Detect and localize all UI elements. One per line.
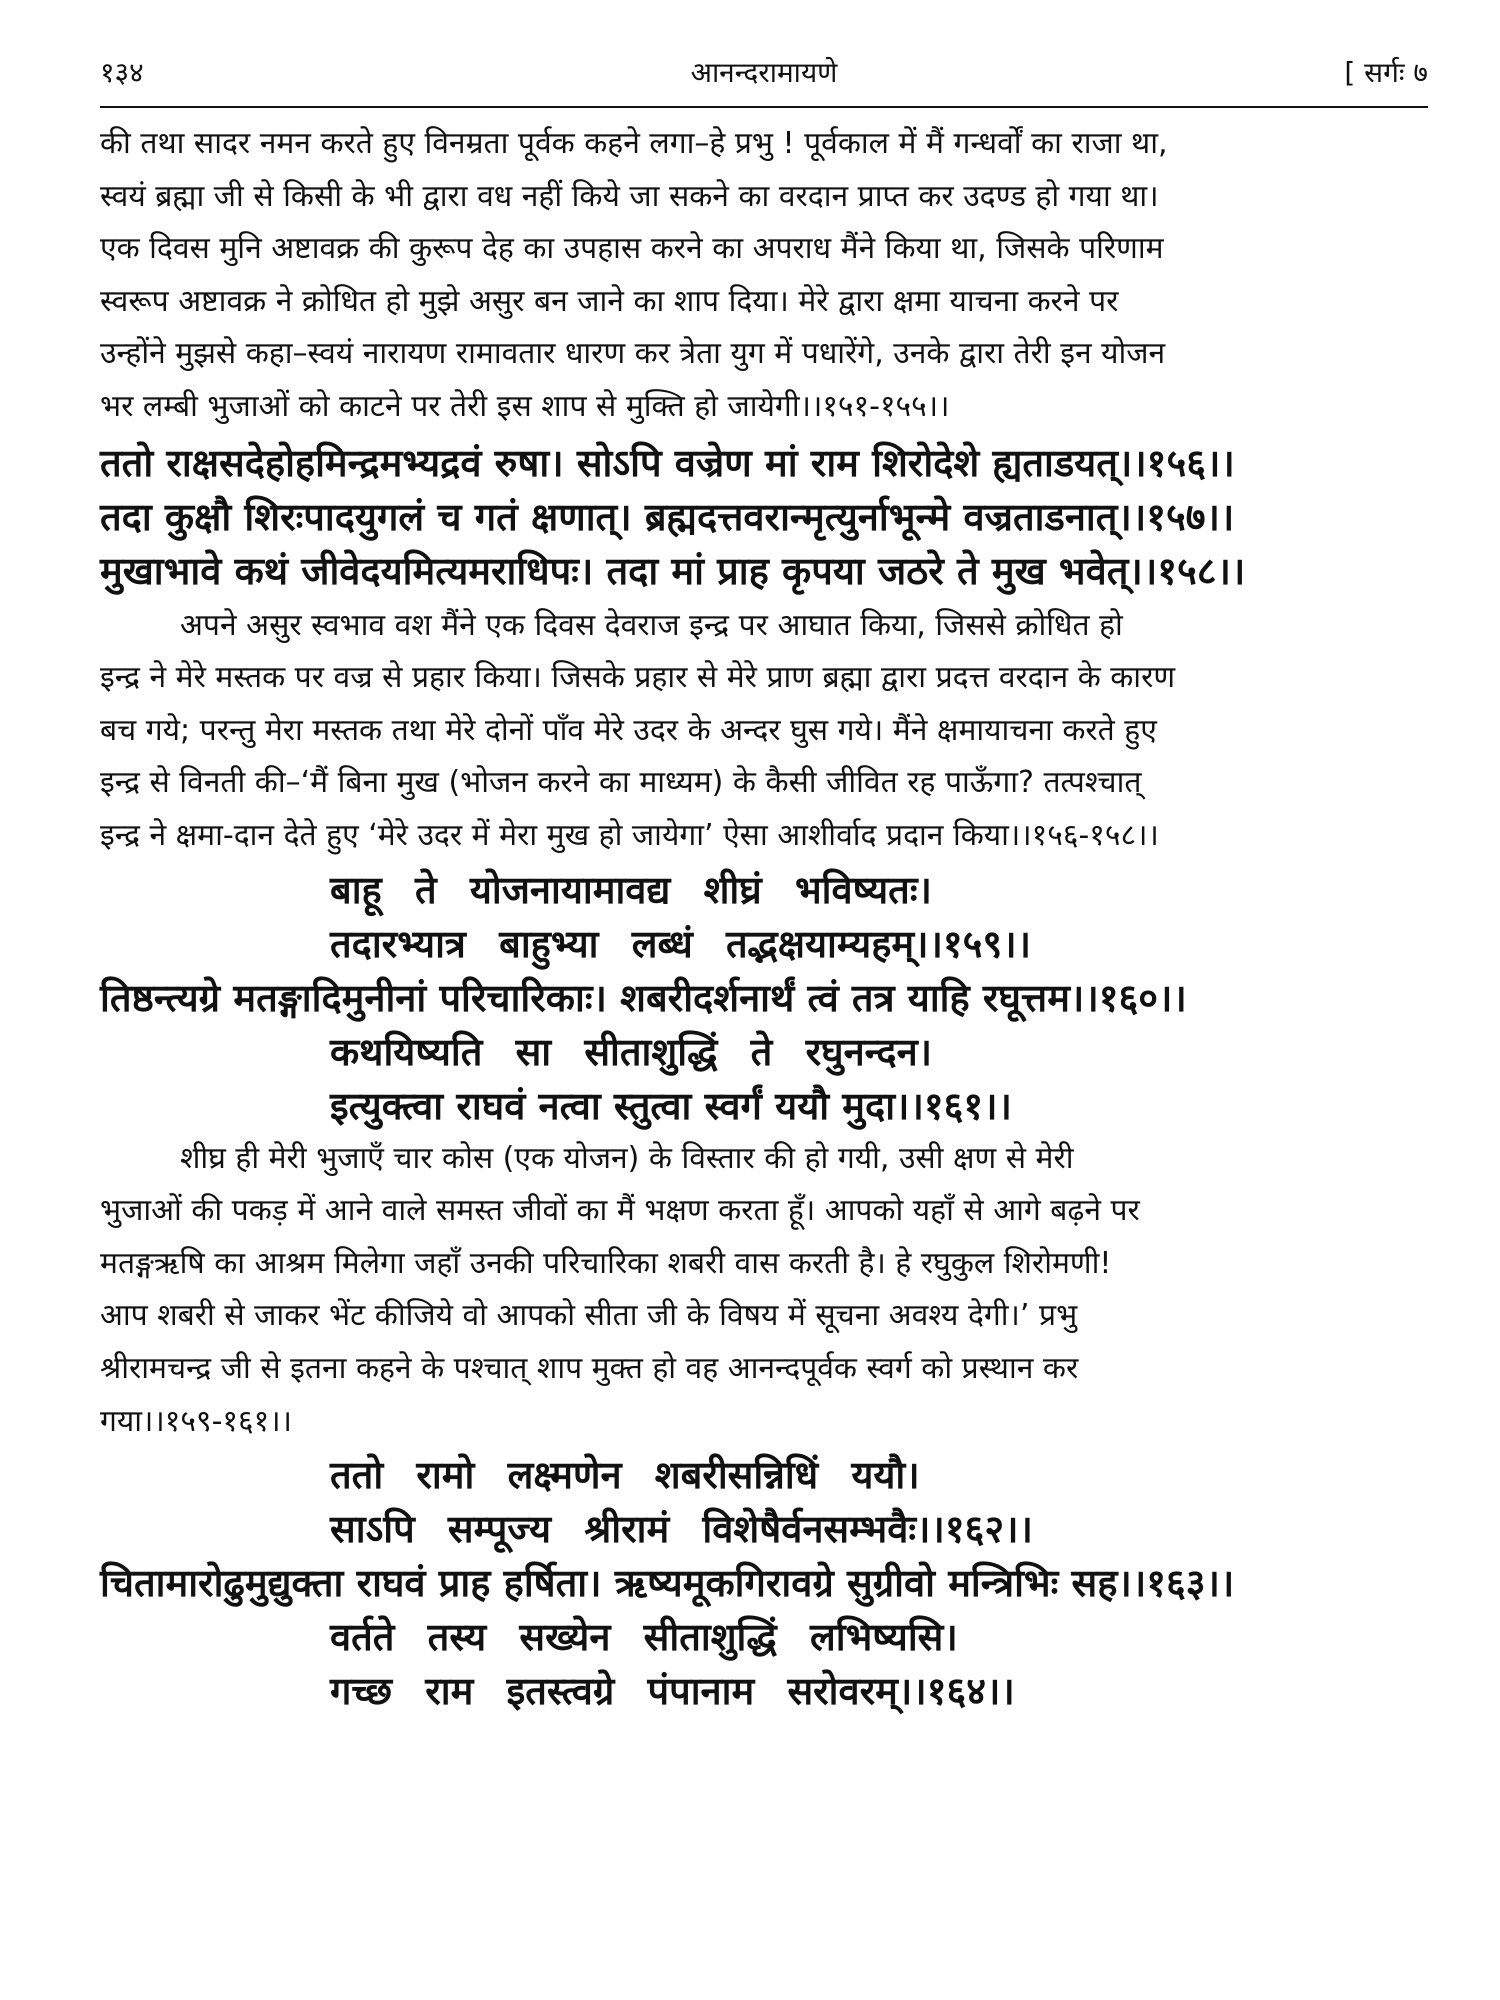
verse-163 xyxy=(100,1556,1428,1610)
verse-162 xyxy=(100,1448,1428,1556)
text-line: स्वरूप अष्टावक्र ने क्रोधित हो मुझे असुर बन जाने का शाप दिया। मेरे द्वारा क्षमा याचना करने पर xyxy=(100,283,1119,319)
text-line: मतङ्गऋषि का आश्रम मिलेगा जहाँ उनकी परिचारिका शबरी वास करती है। हे रघुकुल शिरोमणी! xyxy=(100,1245,1112,1281)
text-line: इन्द्र से विनती की–‘मैं बिना मुख (भोजन करने का माध्यम) के कैसी जीवित रह पाऊँगा? तत्पश्चात् xyxy=(100,765,1142,801)
verse-line: वर्तते तस्य सख्येन सीताशुद्धिं लभिष्यसि। xyxy=(330,1615,958,1660)
verse-line: इत्युक्त्वा राघवं नत्वा स्तुत्वा स्वर्गं ययौ मुदा।।१६१।। xyxy=(330,1083,1012,1128)
text-line: शीघ्र ही मेरी भुजाएँ चार कोस (एक योजन) के विस्तार की हो गयी, उसी क्षण से मेरी xyxy=(180,1140,1074,1176)
text-line: की तथा सादर नमन करते हुए विनम्रता पूर्वक कहने लगा–हे प्रभु ! पूर्वकाल में मैं गन्धर्वों का राजा था, xyxy=(100,126,1168,161)
verse-line: तदा कुक्षौ शिरःपादयुगलं च गतं क्षणात्। ब्रह्मदत्तवरान्मृत्युर्नाभून्मे वज्रताडनात्।।१५७।। xyxy=(100,494,1235,539)
text-line: इन्द्र ने मेरे मस्तक पर वज्र से प्रहार किया। जिसके प्रहार से मेरे प्राण ब्रह्मा द्वारा प्रदत्त वरदान के कारण xyxy=(100,660,1176,696)
verse-line: चितामारोढुमुद्युक्ता राघवं प्राह हर्षिता। ऋष्यमूकगिरावग्रे सुग्रीवो मन्त्रिभिः सह।।१६३।। xyxy=(100,1561,1235,1606)
verse-line: ततो राक्षसदेहोहमिन्द्रमभ्यद्रवं रुषा। सोऽपि वज्रेण मां राम शिरोदेशे ह्यताडयत्।।१५६।। xyxy=(100,440,1235,485)
verse-160 xyxy=(100,971,1428,1025)
header-rule xyxy=(100,106,1428,108)
text-line: इन्द्र ने क्षमा-दान देते हुए ‘मेरे उदर में मेरा मुख हो जायेगा’ ऐसा आशीर्वाद प्रदान किया।।१५६-१५८।। xyxy=(100,817,1159,853)
commentary-paragraph-156-158 xyxy=(100,600,1428,863)
verse-164 xyxy=(100,1610,1428,1718)
text-line: भुजाओं की पकड़ में आने वाले समस्त जीवों का मैं भक्षण करता हूँ। आपको यहाँ से आगे बढ़ने पर xyxy=(100,1193,1140,1229)
book-title: आनन्दरामायणे xyxy=(690,56,838,89)
text-line: उन्होंने मुझसे कहा–स्वयं नारायण रामावतार धारण कर त्रेता युग में पधारेंगे, उनके द्वारा तेरी इन योजन xyxy=(100,336,1166,372)
page-number: १३४ xyxy=(100,56,144,89)
running-header xyxy=(100,48,1428,98)
verse-line: कथयिष्यति सा सीताशुद्धिं ते रघुनन्दन। xyxy=(330,1029,933,1074)
verse-line: तिष्ठन्त्यग्रे मतङ्गादिमुनीनां परिचारिकाः। शबरीदर्शनार्थं त्वं तत्र याहि रघूत्तम।।१६०।। xyxy=(100,975,1187,1020)
verse-161 xyxy=(100,1025,1428,1133)
text-line: श्रीरामचन्द्र जी से इतना कहने के पश्चात् शाप मुक्त हो वह आनन्दपूर्वक स्वर्ग को प्रस्थान कर xyxy=(100,1350,1079,1386)
verse-line: ततो रामो लक्ष्मणेन शबरीसन्निधिं ययौ। xyxy=(330,1453,920,1498)
text-line: आप शबरी से जाकर भेंट कीजिये वो आपको सीता जी के विषय में सूचना अवश्य देगी।’ प्रभु xyxy=(100,1298,1078,1334)
verse-line: गच्छ राम इतस्त्वग्रे पंपानाम सरोवरम्।।१६४।। xyxy=(330,1669,1015,1714)
text-line: एक दिवस मुनि अष्टावक्र की कुरूप देह का उपहास करने का अपराध मैंने किया था, जिसके परिणाम xyxy=(100,231,1164,267)
text-line: भर लम्बी भुजाओं को काटने पर तेरी इस शाप से मुक्ति हो जायेगी।।१५१-१५५।। xyxy=(100,388,950,424)
text-line: बच गये; परन्तु मेरा मस्तक तथा मेरे दोनों पाँव मेरे उदर के अन्दर घुस गये। मैंने क्षमायाचना करते हुए xyxy=(100,712,1157,748)
text-line: स्वयं ब्रह्मा जी से किसी के भी द्वारा वध नहीं किये जा सकने का वरदान प्राप्त कर उदण्ड हो गया था। xyxy=(100,178,1159,214)
verse-159 xyxy=(100,863,1428,971)
text-line: अपने असुर स्वभाव वश मैंने एक दिवस देवराज इन्द्र पर आघात किया, जिससे क्रोधित हो xyxy=(180,607,1123,643)
section-label: [ सर्गः ७ xyxy=(1344,56,1428,89)
commentary-paragraph-159-161 xyxy=(100,1133,1428,1449)
verses-156-158 xyxy=(100,436,1428,598)
verse-line: तदारभ्यात्र बाहुभ्या लब्धं तद्भक्षयाम्यहम्।।१५९।। xyxy=(330,921,1032,966)
verse-line: मुखाभावे कथं जीवेदयमित्यमराधिपः। तदा मां प्राह कृपया जठरे ते मुख भवेत्।।१५८।। xyxy=(100,548,1246,593)
verse-line: बाहू ते योजनायामावद्य शीघ्रं भविष्यतः। xyxy=(330,867,932,912)
text-line: गया।।१५९-१६१।। xyxy=(100,1403,292,1439)
commentary-paragraph-151-155 xyxy=(100,118,1428,434)
verse-line: साऽपि सम्पूज्य श्रीरामं विशेषैर्वनसम्भवैः।।१६२।। xyxy=(330,1507,1033,1552)
